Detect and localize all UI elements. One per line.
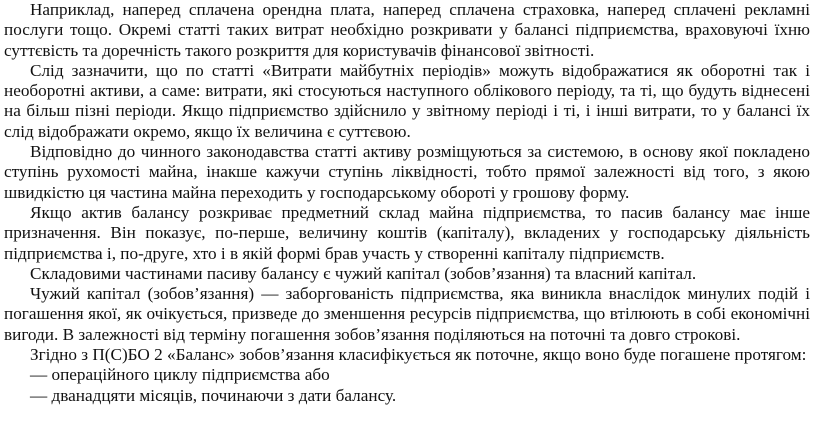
paragraph-prepaid-expenses: Наприклад, наперед сплачена орендна плата, наперед сплачена страховка, наперед сплачені рекламні послуги тощо. Окремі статті таких витрат необхідно розкривати у балансі підприємства, враховуючі їхню суттєвість та доречність такого розкриття для користувачів фінансової звітності. — [4, 0, 810, 60]
paragraph-borrowed-capital: Чужий капітал (зобов’язання) — заборгованість підприємства, яка виникла внаслідок минулих подій і погашення якої, як очікується, призведе до зменшення ресурсів підприємства, що втілюють в собі економічні вигоди. В залежності від терміну погашення зобов’язання поділяються на поточні та довго строкові. — [4, 284, 810, 344]
list-item-twelve-months: — дванадцяти місяців, починаючи з дати балансу. — [30, 385, 397, 405]
paragraph-liabilities-purpose: Якщо актив балансу розкриває предметний склад майна підприємства, то пасив балансу має інше призначення. Він показує, по-перше, величину коштів (капіталу), вкладених у господарську діяльність підприємства і, по-друге, хто і в якій формі брав участь у створенні капіталу підприємств. — [4, 202, 810, 263]
paragraph-liabilities-components: Складовими частинами пасиву балансу є чужий капітал (зобов’язання) та власний капітал. — [30, 263, 697, 283]
paragraph-future-period-expenses: Слід зазначити, що по статті «Витрати майбутніх періодів» можуть відображатися як оборотні так і необоротні активи, а саме: витрати, які стосуються наступного облікового періоду, та ті, що будуть віднесені на більш пізні періоди. Якщо підприємство здійснило у звітному періоді і ті, і інші витрати, то у балансі їх слід відображати окремо, якщо їх величина є суттєвою. — [4, 60, 810, 141]
paragraph-asset-liquidity: Відповідно до чинного законодавства статті активу розміщуються за системою, в основу якої покладено ступінь рухомості майна, інакше кажучи ступінь ліквідності, тобто прямої залежності від того, з якою швидкістю ця частина майна переходить у господарському обороті у грошову форму. — [4, 142, 810, 202]
paragraph-current-liabilities: Згідно з П(С)БО 2 «Баланс» зобов’язання класифікується як поточне, якщо воно буде погашене протягом: — [30, 345, 807, 365]
list-item-operating-cycle: — операційного циклу підприємства або — [30, 365, 330, 385]
